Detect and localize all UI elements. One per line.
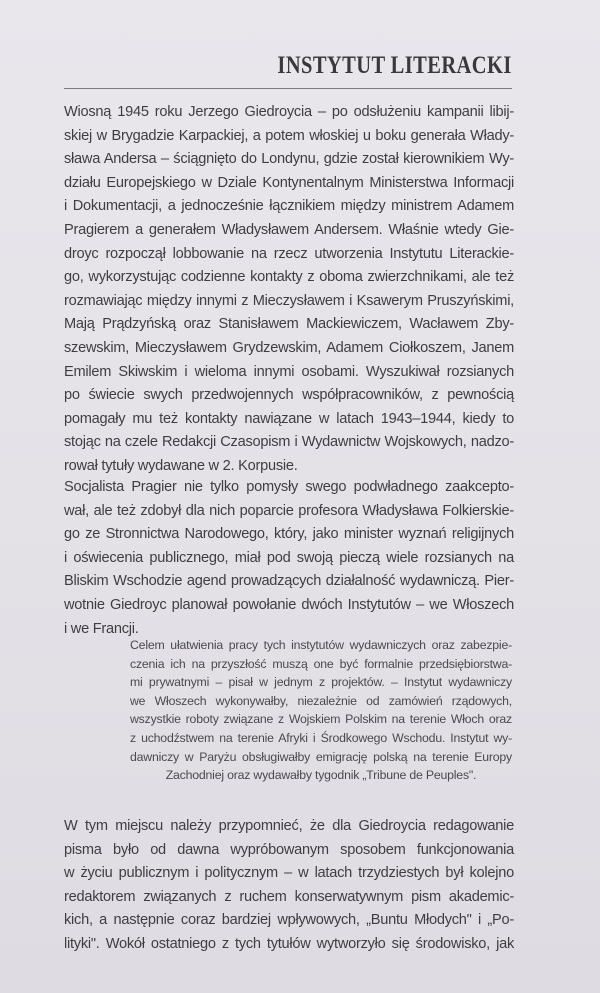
quote-line: mi prywatnymi – pisał w jednym z projektów. – Instytut wydawniczy [130, 675, 512, 690]
block-quote [130, 636, 512, 785]
text-line: Socjalista Pragier nie tylko pomysły swego podwładnego zaakcepto- [64, 479, 514, 495]
header-rule [64, 88, 512, 89]
paragraph-2 [64, 476, 514, 641]
text-line: redaktorem związanych z ruchem konserwatywnym pism akademic- [64, 888, 514, 905]
quote-line: Celem ułatwienia pracy tych instytutów wydawniczych oraz zabezpie- [130, 638, 512, 652]
paragraph-3 [64, 815, 514, 957]
quote-line: z uchodźstwem na terenie Afryki i Środkowego Wschodu. Instytut wy- [130, 730, 512, 745]
text-line: i we Francji. [64, 620, 139, 637]
text-line: i Dokumentacji, a jednocześnie łącznikiem między ministrem Adamem [64, 198, 514, 215]
quote-line: czenia ich na przyszłość muszą one być formalnie przedsiębiorstwa- [130, 656, 512, 671]
text-line: sława Andersa – ściągnięto do Londynu, gdzie został kierownikiem Wy- [64, 151, 514, 168]
text-line: Wiosną 1945 roku Jerzego Giedroycia – po odsłużeniu kampanii libij- [64, 104, 514, 120]
text-line: i oświecenia publicznego, miał pod swoją pieczą wiele rozsianych na [64, 549, 514, 566]
text-line: Pragierem a generałem Władysławem Andersem. Właśnie wtedy Gie- [64, 221, 514, 238]
paragraph-1 [64, 101, 514, 479]
text-line: W tym miejscu należy przypomnieć, że dla Giedroycia redagowanie [64, 818, 514, 834]
quote-line: Zachodniej oraz wydawałby tygodnik „Tribune de Peuples". [165, 768, 477, 783]
text-line: rował tytuły wydawane w 2. Korpusie. [64, 457, 298, 474]
text-line: Emilem Skiwskim i wieloma innymi osobami. Wyszukiwał rozsianych [64, 363, 514, 380]
text-line: pomagały mu też kontakty nawiązane w latach 1943–1944, kiedy to [64, 410, 514, 427]
quote-line: we Włoszech wykonywałby, niezależnie od zamówień rządowych, [130, 693, 512, 708]
text-line: działu Europejskiego w Dziale Kontynentalnym Ministerstwa Informacji [64, 174, 514, 191]
running-header: INSTYTUT LITERACKI [277, 52, 512, 79]
text-line: go, wykorzystując codzienne kontakty z oboma zwierzchnikami, ale też [64, 269, 514, 286]
text-line: droyc rozpoczął lobbowanie na rzecz utworzenia Instytutu Literackie- [64, 245, 514, 262]
quote-line: wszystkie roboty związane z Wojskiem Polskim na terenie Włoch oraz [130, 712, 512, 727]
text-line: szewskim, Mieczysławem Grydzewskim, Adamem Ciołkoszem, Janem [64, 339, 514, 356]
text-line: lityki". Wokół ostatniego z tych tytułów wytworzyło się środowisko, jak [64, 935, 514, 952]
text-line: rozmawiając między innymi z Mieczysławem i Ksawerym Pruszyńskimi, [64, 292, 514, 309]
text-line: go ze Stronnictwa Narodowego, który, jako minister wyznań religijnych [64, 526, 514, 543]
text-line: kich, a następnie coraz bardziej wpływowych, „Buntu Młodych" i „Po- [64, 912, 514, 929]
text-line: wotnie Giedroyc planował powołanie dwóch Instytutów – we Włoszech [64, 596, 514, 613]
text-line: stojąc na czele Redakcji Czasopism i Wydawnictw Wojskowych, nadzo- [64, 434, 514, 451]
text-line: wał, ale też zdobył dla nich poparcie profesora Władysława Folkierskie- [64, 502, 514, 519]
text-line: po świecie swych przedwojennych współpracowników, z pewnością [64, 387, 514, 404]
quote-line: dawniczy w Paryżu obsługiwałby emigrację polską na terenie Europy [130, 749, 512, 764]
text-line: w życiu publicznym i politycznym – w latach trzydziestych był kolejno [64, 865, 514, 882]
text-line: Mają Prądzyńską oraz Stanisławem Mackiewiczem, Wacławem Zby- [64, 316, 514, 333]
text-line: Bliskim Wschodzie agend prowadzących działalność wydawniczą. Pier- [64, 573, 514, 590]
text-line: pisma było od dawna wypróbowanym sposobem funkcjonowania [64, 841, 514, 858]
text-line: skiej w Brygadzie Karpackiej, a potem włoskiej u boku generała Włady- [64, 127, 514, 144]
